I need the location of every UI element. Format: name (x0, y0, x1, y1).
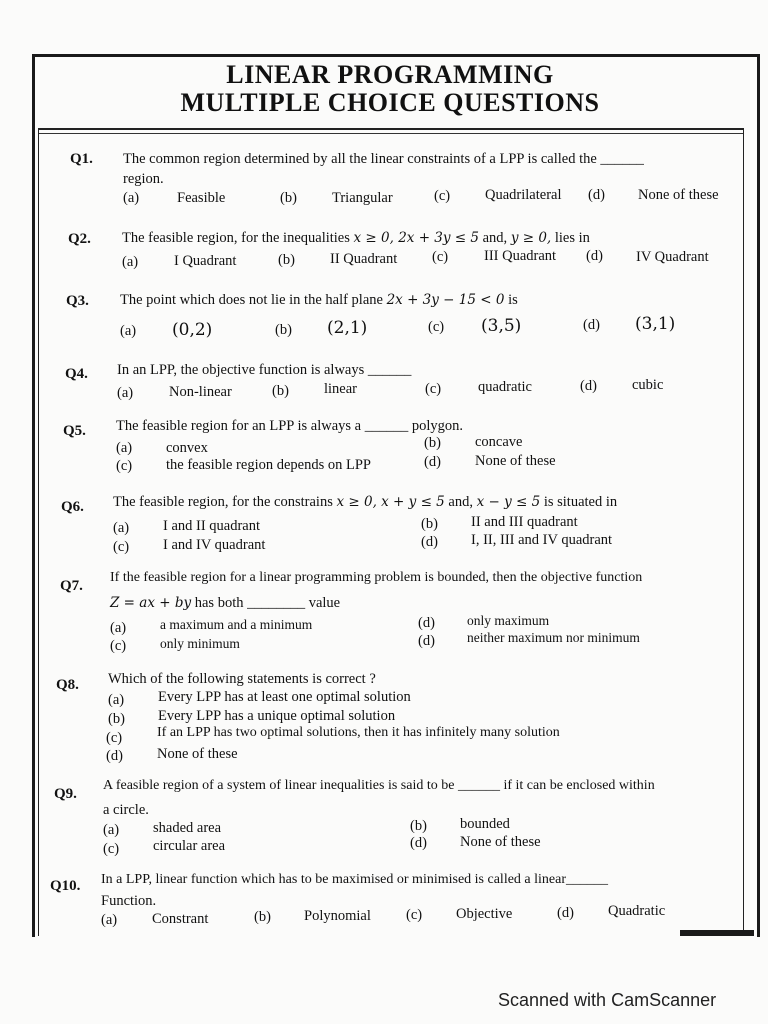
option-key: (c) (113, 539, 130, 555)
question-number: Q10. (50, 878, 81, 894)
option-key: (d) (410, 835, 427, 851)
option-text: None of these (460, 834, 541, 850)
option-text: Quadratic (608, 903, 666, 919)
option-text: None of these (638, 187, 719, 203)
option-text: a maximum and a minimum (160, 617, 313, 632)
option-key: (c) (406, 907, 423, 923)
corner-rule (680, 930, 754, 936)
option-key: (d) (424, 454, 441, 470)
option-text: (2,1) (327, 318, 368, 338)
option-key: (b) (254, 909, 271, 925)
option-text: III Quadrant (484, 248, 557, 264)
option-text: linear (324, 381, 358, 397)
scanner-watermark: Scanned with CamScanner (498, 990, 717, 1010)
question-number: Q2. (68, 231, 91, 247)
option-key: (c) (116, 458, 133, 474)
option-key: (a) (113, 520, 130, 536)
question-stem: The point which does not lie in the half plane 2x + 3y − 15 < 0 is (120, 292, 518, 308)
question-number: Q5. (63, 423, 86, 439)
option-key: (c) (103, 841, 120, 857)
question-stem: The feasible region for an LPP is always a ______ polygon. (116, 418, 463, 434)
question-number: Q6. (61, 499, 84, 515)
question-stem: A feasible region of a system of linear inequalities is said to be ______ if it can be enclosed within (103, 778, 655, 793)
option-text: (3,5) (481, 316, 522, 336)
option-key: (c) (425, 381, 442, 397)
option-text: I, II, III and IV quadrant (471, 532, 613, 548)
option-key: (c) (110, 638, 127, 654)
option-key: (a) (117, 385, 134, 401)
option-key: (d) (421, 534, 438, 550)
option-key: (c) (432, 249, 449, 265)
option-key: (b) (278, 252, 295, 268)
question-stem: Which of the following statements is correct ? (108, 671, 376, 687)
question-stem-cont: Z = ax + by has both ________ value (110, 595, 341, 611)
option-key: (b) (108, 711, 125, 727)
option-text: quadratic (478, 379, 532, 395)
option-text: IV Quadrant (636, 249, 709, 265)
option-text: (0,2) (172, 320, 213, 340)
question-stem-cont: Function. (101, 893, 157, 909)
option-key: (a) (123, 190, 140, 206)
option-text: only minimum (160, 636, 240, 651)
option-key: (b) (275, 322, 292, 338)
option-key: (a) (116, 440, 133, 456)
option-text: Feasible (177, 190, 226, 206)
option-text: Quadrilateral (485, 187, 562, 203)
option-text: circular area (153, 838, 226, 854)
option-key: (b) (272, 383, 289, 399)
option-key: (a) (110, 620, 127, 636)
option-text: shaded area (153, 820, 222, 836)
option-key: (d) (557, 905, 574, 921)
question-number: Q8. (56, 677, 79, 693)
option-text: II and III quadrant (471, 514, 578, 530)
option-text: bounded (460, 816, 510, 832)
option-text: Every LPP has at least one optimal solution (158, 689, 411, 705)
question-stem-cont: a circle. (103, 802, 149, 818)
option-key: (c) (428, 319, 445, 335)
option-text: None of these (475, 453, 556, 469)
option-key: (a) (108, 692, 125, 708)
option-text: None of these (157, 746, 238, 762)
option-key: (c) (106, 730, 123, 746)
question-stem: The common region determined by all the linear constraints of a LPP is called the ______ (123, 151, 644, 167)
question-number: Q4. (65, 366, 88, 382)
option-text: Polynomial (304, 908, 371, 924)
option-text: I and IV quadrant (163, 537, 266, 553)
option-key: (a) (103, 822, 120, 838)
option-key: (b) (421, 516, 438, 532)
option-text: If an LPP has two optimal solutions, then it has infinitely many solution (157, 725, 560, 740)
option-text: the feasible region depends on LPP (166, 457, 371, 473)
option-key: (d) (580, 378, 597, 394)
question-stem: The feasible region, for the constrains x ≥ 0, x + y ≤ 5 and, x − y ≤ 5 is situated in (113, 494, 618, 510)
option-key: (d) (418, 633, 435, 649)
question-stem: The feasible region, for the inequalities x ≥ 0, 2x + 3y ≤ 5 and, y ≥ 0, lies in (122, 230, 590, 246)
option-text: only maximum (467, 613, 550, 628)
question-stem: If the feasible region for a linear programming problem is bounded, then the objective function (110, 570, 643, 585)
question-stem: In an LPP, the objective function is always ______ (117, 362, 412, 378)
page-title-line1: LINEAR PROGRAMMING (226, 60, 554, 89)
option-text: (3,1) (635, 314, 676, 334)
option-key: (d) (583, 317, 600, 333)
option-text: I and II quadrant (163, 518, 261, 534)
question-stem: In a LPP, linear function which has to be maximised or minimised is called a linear______ (101, 872, 609, 887)
option-key: (a) (122, 254, 139, 270)
option-text: II Quadrant (330, 251, 398, 267)
option-key: (b) (424, 435, 441, 451)
question-number: Q1. (70, 151, 93, 167)
option-text: neither maximum nor minimum (467, 630, 640, 645)
option-text: cubic (632, 377, 664, 393)
page-title-line2: MULTIPLE CHOICE QUESTIONS (180, 88, 600, 117)
option-key: (b) (410, 818, 427, 834)
option-key: (a) (101, 912, 118, 928)
option-text: concave (475, 434, 523, 450)
question-number: Q9. (54, 786, 77, 802)
option-text: Triangular (332, 190, 393, 206)
option-key: (a) (120, 323, 137, 339)
option-text: convex (166, 440, 208, 456)
option-key: (d) (418, 615, 435, 631)
option-text: Every LPP has a unique optimal solution (158, 708, 396, 724)
question-stem-cont: region. (123, 171, 164, 187)
option-text: Objective (456, 906, 513, 922)
option-key: (d) (586, 248, 603, 264)
question-number: Q7. (60, 578, 83, 594)
option-text: I Quadrant (174, 253, 237, 269)
option-key: (d) (106, 748, 123, 764)
option-text: Constrant (152, 911, 209, 927)
option-key: (d) (588, 187, 605, 203)
option-key: (c) (434, 188, 451, 204)
option-text: Non-linear (169, 384, 232, 400)
option-key: (b) (280, 190, 297, 206)
question-number: Q3. (66, 293, 89, 309)
